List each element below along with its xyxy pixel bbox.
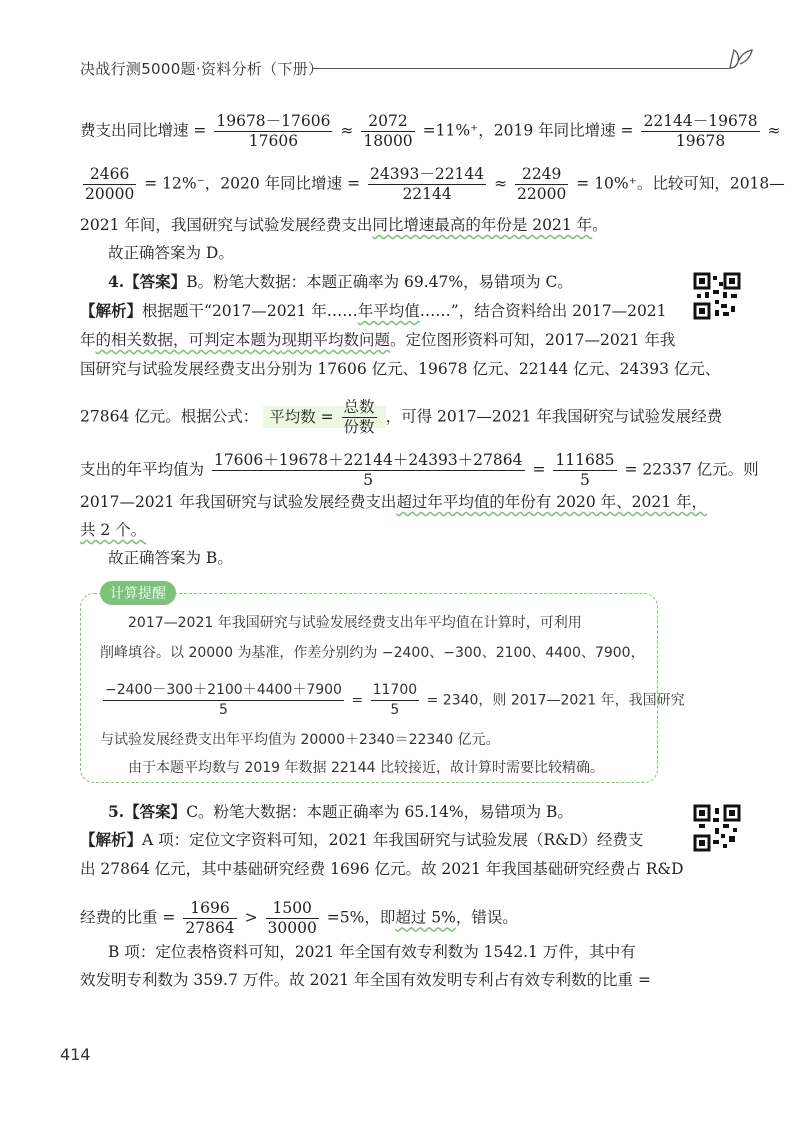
qr-code-icon[interactable] bbox=[693, 272, 741, 320]
text-line: 2017—2021 年我国研究与试验发展经费支出超过年平均值的年份有 2020 年、2021 年， bbox=[80, 493, 708, 511]
text-line: 【解析】A 项：定位文字资料可知，2021 年我国研究与试验发展（R&D）经费支 bbox=[80, 830, 644, 849]
header-rule bbox=[312, 68, 730, 69]
page-number: 414 bbox=[60, 1045, 91, 1064]
text-line: 【解析】根据题干“2017—2021 年……年平均值……”，结合资料给出 2017—2021 bbox=[80, 301, 667, 320]
text-line: 费支出同比增速 = $\frac{19678-17606}{17606}$ ≈ $\frac{2072}{18000}$ =11%⁺，2019 年同比增速 = $\frac{22144-19678}{19678}$ ≈ bbox=[80, 112, 781, 150]
question-answer-4: 4.【答案】B。粉笔大数据：本题正确率为 69.47%，易错项为 C。 bbox=[108, 272, 573, 291]
text-line: 出 27864 亿元，其中基础研究经费 1696 亿元。故 2021 年我国基础研究经费占 R&D bbox=[80, 860, 684, 878]
text-line: 年的相关数据，可判定本题为现期平均数问题。定位图形资料可知，2017—2021 年我 bbox=[80, 331, 676, 349]
text-line: 经费的比重 = $\frac{1696}{27864}$ > $\frac{1500}{30000}$ =5%，即超过 5%，错误。 bbox=[80, 899, 518, 937]
tip-line: 2017—2021 年我国研究与试验发展经费支出年平均值在计算时，可利用 bbox=[128, 615, 582, 631]
answer-line: 故正确答案为 B。 bbox=[108, 549, 233, 567]
tip-line: $\frac{-2400-300+2100+4400+7900}{5}$ = $\frac{11700}{5}$ = 2340，则 2017—2021 年，我国研究 bbox=[105, 682, 685, 718]
sprout-icon bbox=[726, 44, 756, 72]
qr-code-icon[interactable] bbox=[693, 804, 741, 852]
text-line: 27864 亿元。根据公式： 平均数 = $\frac{\text{总数}}{\text{份数}}$ ，可得 2017—2021 年我国研究与试验发展经费 bbox=[80, 398, 723, 436]
question-answer-5: 5.【答案】C。粉笔大数据：本题正确率为 65.14%，易错项为 B。 bbox=[108, 802, 573, 821]
text-line: 2021 年间，我国研究与试验发展经费支出同比增速最高的年份是 2021 年。 bbox=[80, 216, 608, 234]
text-line: 效发明专利数为 359.7 万件。故 2021 年全国有效发明专利占有效专利数的比重 = bbox=[80, 971, 651, 989]
text-line: $\frac{2466}{20000}$ = 12%⁻，2020 年同比增速 = $\frac{24393-22144}{22144}$ ≈ $\frac{2249}{22000}$ = 10%⁺。比较可知，2018— bbox=[85, 165, 785, 203]
text-line: 共 2 个。 bbox=[80, 521, 147, 539]
answer-line: 故正确答案为 D。 bbox=[108, 244, 234, 262]
text-line: 支出的年平均值为 $\frac{17606+19678+22144+24393+27864}{5}$ = $\frac{111685}{5}$ = 22337 亿元。则 bbox=[80, 451, 759, 489]
tip-line: 由于本题平均数与 2019 年数据 22144 比较接近，故计算时需要比较精确。 bbox=[128, 760, 604, 776]
formula-highlight: 平均数 = $\frac{\text{总数}}{\text{份数}}$ bbox=[263, 406, 385, 428]
text-line: B 项：定位表格资料可知，2021 年全国有效专利数为 1542.1 万件，其中有 bbox=[108, 943, 636, 961]
tip-line: 削峰填谷。以 20000 为基准，作差分别约为 −2400、−300、2100、4400、7900， bbox=[100, 645, 645, 661]
tip-line: 与试验发展经费支出年平均值为 20000＋2340＝22340 亿元。 bbox=[100, 732, 500, 748]
running-header: 决战行测5000题·资料分析（下册） bbox=[80, 60, 324, 78]
text-line: 国研究与试验发展经费支出分别为 17606 亿元、19678 亿元、22144 亿元、24393 亿元、 bbox=[80, 360, 721, 378]
tip-title: 计算提醒 bbox=[100, 581, 176, 605]
